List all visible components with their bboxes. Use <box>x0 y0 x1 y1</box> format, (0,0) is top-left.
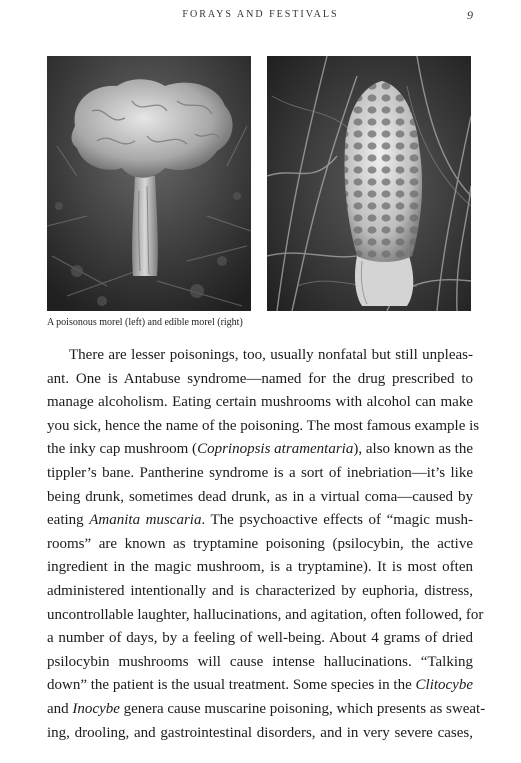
page-number: 9 <box>467 8 473 22</box>
text-segment: down” the patient is the usual treatment. Some species in the <box>47 677 416 694</box>
figure <box>47 56 471 311</box>
text-segment: rooms” are known as tryptamine poisoning (psilocybin, the active <box>47 535 473 552</box>
text-segment: uncontrollable laughter, hallucinations, and agitation, often followed, for <box>47 606 484 623</box>
text-line <box>47 556 473 580</box>
text-segment: . The psychoactive effects of “magic mush- <box>201 512 473 529</box>
text-line <box>47 344 473 368</box>
text-segment: you sick, hence the name of the poisoning. The most famous example is <box>47 417 480 434</box>
text-line <box>47 604 484 628</box>
italic-term: Amanita muscaria <box>89 512 202 529</box>
running-title: FORAYS AND FESTIVALS <box>182 9 339 20</box>
text-segment: a number of days, by a feeling of well-being. About 4 grams of dried <box>47 630 473 647</box>
text-line <box>47 698 486 722</box>
text-segment: ingredient in the magic mushroom, is a tryptamine). It is most often <box>47 559 473 576</box>
text-segment: ant. One is Antabuse syndrome—named for the drug prescribed to <box>47 370 473 387</box>
text-segment: tippler’s bane. Pantherine syndrome is a sort of inebriation—it’s like <box>47 464 473 481</box>
text-line <box>47 415 480 439</box>
text-segment: ing, drooling, and gastrointestinal disorders, and in very severe cases, <box>47 724 473 741</box>
text-line <box>47 651 473 675</box>
text-segment: eating <box>47 512 90 529</box>
text-segment: There are lesser poisonings, too, usually nonfatal but still unpleas- <box>69 347 473 363</box>
italic-term: Clitocybe <box>415 677 473 694</box>
text-line <box>47 368 473 392</box>
italic-term: Coprinopsis atramentaria <box>197 441 354 458</box>
text-line <box>47 580 473 604</box>
text-segment: genera cause muscarine poisoning, which presents as sweat- <box>119 700 486 717</box>
text-segment: administered intentionally and is characterized by euphoria, distress, <box>47 582 473 599</box>
text-line <box>47 462 473 486</box>
text-line <box>47 674 473 698</box>
text-line <box>47 438 473 462</box>
edible-morel-photo <box>267 56 471 311</box>
text-segment: being drunk, sometimes dead drunk, as in a virtual coma—caused by <box>47 488 473 505</box>
text-segment: and <box>47 700 73 717</box>
text-line <box>47 533 473 557</box>
italic-term: Inocybe <box>72 700 120 717</box>
text-line <box>47 486 473 510</box>
figure-caption: A poisonous morel (left) and edible morel (right) <box>47 317 243 328</box>
poisonous-morel-photo <box>47 56 251 311</box>
text-segment: psilocybin mushrooms will cause intense hallucinations. “Talking <box>47 653 473 670</box>
body-paragraph <box>47 344 486 745</box>
text-segment: the inky cap mushroom ( <box>47 441 198 458</box>
text-line <box>47 722 473 746</box>
running-head <box>0 9 521 25</box>
text-line <box>47 627 473 651</box>
text-line <box>47 391 473 415</box>
text-segment: ), also known as the <box>353 441 473 458</box>
text-line <box>47 509 473 533</box>
text-segment: manage alcoholism. Eating certain mushrooms with alcohol can make <box>47 394 473 411</box>
